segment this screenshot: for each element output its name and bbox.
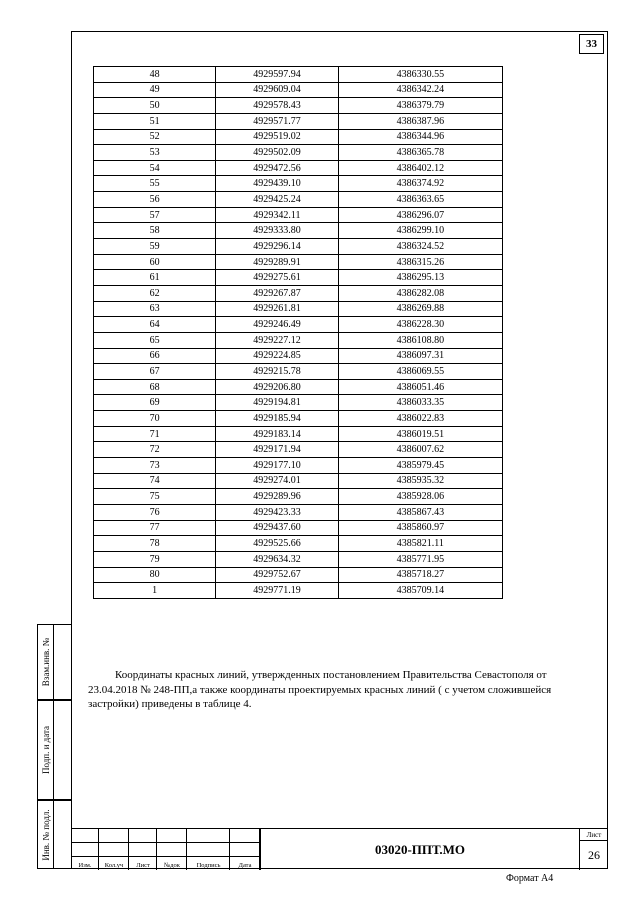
x-coordinate-cell: 4929261.81	[216, 301, 339, 317]
y-coordinate-cell: 4385867.43	[338, 504, 502, 520]
table-row	[94, 583, 503, 599]
point-number-cell: 1	[94, 583, 216, 599]
y-coordinate-cell: 4386299.10	[338, 223, 502, 239]
table-row	[94, 520, 503, 536]
table-row	[94, 160, 503, 176]
x-coordinate-cell: 4929333.80	[216, 223, 339, 239]
y-coordinate-cell: 4386108.80	[338, 332, 502, 348]
x-coordinate-cell: 4929571.77	[216, 113, 339, 129]
point-number-cell: 58	[94, 223, 216, 239]
x-coordinate-cell: 4929275.61	[216, 270, 339, 286]
point-number-cell: 57	[94, 207, 216, 223]
table-row	[94, 239, 503, 255]
table-row	[94, 223, 503, 239]
point-number-cell: 63	[94, 301, 216, 317]
sheet-label: Лист	[580, 830, 608, 841]
y-coordinate-cell: 4386228.30	[338, 317, 502, 333]
side-block-inv	[37, 800, 71, 869]
table-row	[94, 98, 503, 114]
paragraph-text: Координаты красных линий, утвержденных постановлением Правительства Севастополя от 23.04.2018 № 248-ПП,а также координаты проектируемых красных линий ( с учетом сложившейся застройки) приведены в таблице 4.	[88, 669, 552, 710]
point-number-cell: 72	[94, 442, 216, 458]
point-number-cell: 53	[94, 145, 216, 161]
x-coordinate-cell: 4929634.32	[216, 551, 339, 567]
table-row	[94, 426, 503, 442]
point-number-cell: 51	[94, 113, 216, 129]
point-number-cell: 60	[94, 254, 216, 270]
table-row	[94, 67, 503, 83]
point-number-cell: 70	[94, 411, 216, 427]
y-coordinate-cell: 4386324.52	[338, 239, 502, 255]
header-ndok: №док	[164, 862, 180, 869]
point-number-cell: 50	[94, 98, 216, 114]
x-coordinate-cell: 4929194.81	[216, 395, 339, 411]
table-row	[94, 348, 503, 364]
y-coordinate-cell: 4385928.06	[338, 489, 502, 505]
y-coordinate-cell: 4386363.65	[338, 192, 502, 208]
table-row	[94, 301, 503, 317]
table-row	[94, 82, 503, 98]
x-coordinate-cell: 4929274.01	[216, 473, 339, 489]
point-number-cell: 65	[94, 332, 216, 348]
x-coordinate-cell: 4929227.12	[216, 332, 339, 348]
document-code: 03020-ППТ.МО	[260, 829, 580, 870]
side-label-podp: Подп. и дата	[40, 725, 51, 775]
header-list: Лист	[136, 862, 150, 869]
point-number-cell: 61	[94, 270, 216, 286]
table-row	[94, 551, 503, 567]
y-coordinate-cell: 4385771.95	[338, 551, 502, 567]
y-coordinate-cell: 4386365.78	[338, 145, 502, 161]
y-coordinate-cell: 4386402.12	[338, 160, 502, 176]
point-number-cell: 78	[94, 536, 216, 552]
point-number-cell: 49	[94, 82, 216, 98]
y-coordinate-cell: 4386387.96	[338, 113, 502, 129]
x-coordinate-cell: 4929472.56	[216, 160, 339, 176]
table-row	[94, 254, 503, 270]
y-coordinate-cell: 4386330.55	[338, 67, 502, 83]
y-coordinate-cell: 4386033.35	[338, 395, 502, 411]
coordinates-table-body	[94, 67, 503, 599]
table-row	[94, 113, 503, 129]
y-coordinate-cell: 4385979.45	[338, 458, 502, 474]
x-coordinate-cell: 4929752.67	[216, 567, 339, 583]
side-label-inv: Инв. № подл.	[40, 808, 51, 861]
y-coordinate-cell: 4386282.08	[338, 285, 502, 301]
point-number-cell: 54	[94, 160, 216, 176]
table-row	[94, 458, 503, 474]
y-coordinate-cell: 4386374.92	[338, 176, 502, 192]
y-coordinate-cell: 4385718.27	[338, 567, 502, 583]
x-coordinate-cell: 4929183.14	[216, 426, 339, 442]
point-number-cell: 67	[94, 364, 216, 380]
table-row	[94, 473, 503, 489]
y-coordinate-cell: 4386007.62	[338, 442, 502, 458]
x-coordinate-cell: 4929437.60	[216, 520, 339, 536]
coordinates-table	[93, 66, 503, 599]
header-izm: Изм.	[78, 862, 92, 869]
x-coordinate-cell: 4929502.09	[216, 145, 339, 161]
y-coordinate-cell: 4386019.51	[338, 426, 502, 442]
point-number-cell: 56	[94, 192, 216, 208]
y-coordinate-cell: 4386097.31	[338, 348, 502, 364]
y-coordinate-cell: 4386315.26	[338, 254, 502, 270]
x-coordinate-cell: 4929597.94	[216, 67, 339, 83]
x-coordinate-cell: 4929246.49	[216, 317, 339, 333]
y-coordinate-cell: 4386269.88	[338, 301, 502, 317]
x-coordinate-cell: 4929185.94	[216, 411, 339, 427]
point-number-cell: 69	[94, 395, 216, 411]
x-coordinate-cell: 4929609.04	[216, 82, 339, 98]
header-kol-uch: Кол.уч	[104, 862, 124, 869]
header-data: Дата	[238, 862, 252, 869]
point-number-cell: 62	[94, 285, 216, 301]
table-row	[94, 379, 503, 395]
point-number-cell: 55	[94, 176, 216, 192]
page-number: 33	[579, 34, 604, 54]
table-row	[94, 129, 503, 145]
point-number-cell: 52	[94, 129, 216, 145]
table-row	[94, 364, 503, 380]
x-coordinate-cell: 4929578.43	[216, 98, 339, 114]
point-number-cell: 68	[94, 379, 216, 395]
table-row	[94, 285, 503, 301]
sheet-cell	[580, 829, 608, 870]
table-row	[94, 332, 503, 348]
y-coordinate-cell: 4385709.14	[338, 583, 502, 599]
sheet-number: 26	[588, 847, 600, 862]
x-coordinate-cell: 4929289.91	[216, 254, 339, 270]
table-row	[94, 317, 503, 333]
point-number-cell: 73	[94, 458, 216, 474]
point-number-cell: 77	[94, 520, 216, 536]
x-coordinate-cell: 4929171.94	[216, 442, 339, 458]
x-coordinate-cell: 4929342.11	[216, 207, 339, 223]
table-row	[94, 207, 503, 223]
table-row	[94, 192, 503, 208]
title-block	[71, 828, 608, 869]
x-coordinate-cell: 4929289.96	[216, 489, 339, 505]
y-coordinate-cell: 4385860.97	[338, 520, 502, 536]
table-row	[94, 145, 503, 161]
y-coordinate-cell: 4386344.96	[338, 129, 502, 145]
point-number-cell: 66	[94, 348, 216, 364]
point-number-cell: 48	[94, 67, 216, 83]
paragraph-block	[88, 668, 596, 712]
y-coordinate-cell: 4386069.55	[338, 364, 502, 380]
table-row	[94, 567, 503, 583]
table-row	[94, 536, 503, 552]
y-coordinate-cell: 4386295.13	[338, 270, 502, 286]
side-block-vzam	[37, 624, 71, 700]
y-coordinate-cell: 4386051.46	[338, 379, 502, 395]
point-number-cell: 74	[94, 473, 216, 489]
x-coordinate-cell: 4929423.33	[216, 504, 339, 520]
point-number-cell: 80	[94, 567, 216, 583]
point-number-cell: 76	[94, 504, 216, 520]
x-coordinate-cell: 4929525.66	[216, 536, 339, 552]
table-row	[94, 504, 503, 520]
y-coordinate-cell: 4386296.07	[338, 207, 502, 223]
y-coordinate-cell: 4386379.79	[338, 98, 502, 114]
point-number-cell: 79	[94, 551, 216, 567]
x-coordinate-cell: 4929425.24	[216, 192, 339, 208]
x-coordinate-cell: 4929267.87	[216, 285, 339, 301]
x-coordinate-cell: 4929177.10	[216, 458, 339, 474]
x-coordinate-cell: 4929296.14	[216, 239, 339, 255]
table-row	[94, 176, 503, 192]
point-number-cell: 59	[94, 239, 216, 255]
y-coordinate-cell: 4386342.24	[338, 82, 502, 98]
table-row	[94, 489, 503, 505]
y-coordinate-cell: 4385935.32	[338, 473, 502, 489]
x-coordinate-cell: 4929519.02	[216, 129, 339, 145]
x-coordinate-cell: 4929215.78	[216, 364, 339, 380]
table-row	[94, 395, 503, 411]
point-number-cell: 71	[94, 426, 216, 442]
x-coordinate-cell: 4929206.80	[216, 379, 339, 395]
table-row	[94, 270, 503, 286]
point-number-cell: 64	[94, 317, 216, 333]
x-coordinate-cell: 4929439.10	[216, 176, 339, 192]
y-coordinate-cell: 4386022.83	[338, 411, 502, 427]
point-number-cell: 75	[94, 489, 216, 505]
x-coordinate-cell: 4929771.19	[216, 583, 339, 599]
title-block-grid	[71, 829, 260, 870]
format-label: Формат А4	[506, 873, 554, 884]
table-row	[94, 442, 503, 458]
side-label-vzam: Взам.инв. №	[40, 637, 51, 687]
y-coordinate-cell: 4385821.11	[338, 536, 502, 552]
side-block-podp	[37, 700, 71, 800]
header-podpis: Подпись	[196, 862, 221, 869]
table-row	[94, 411, 503, 427]
x-coordinate-cell: 4929224.85	[216, 348, 339, 364]
